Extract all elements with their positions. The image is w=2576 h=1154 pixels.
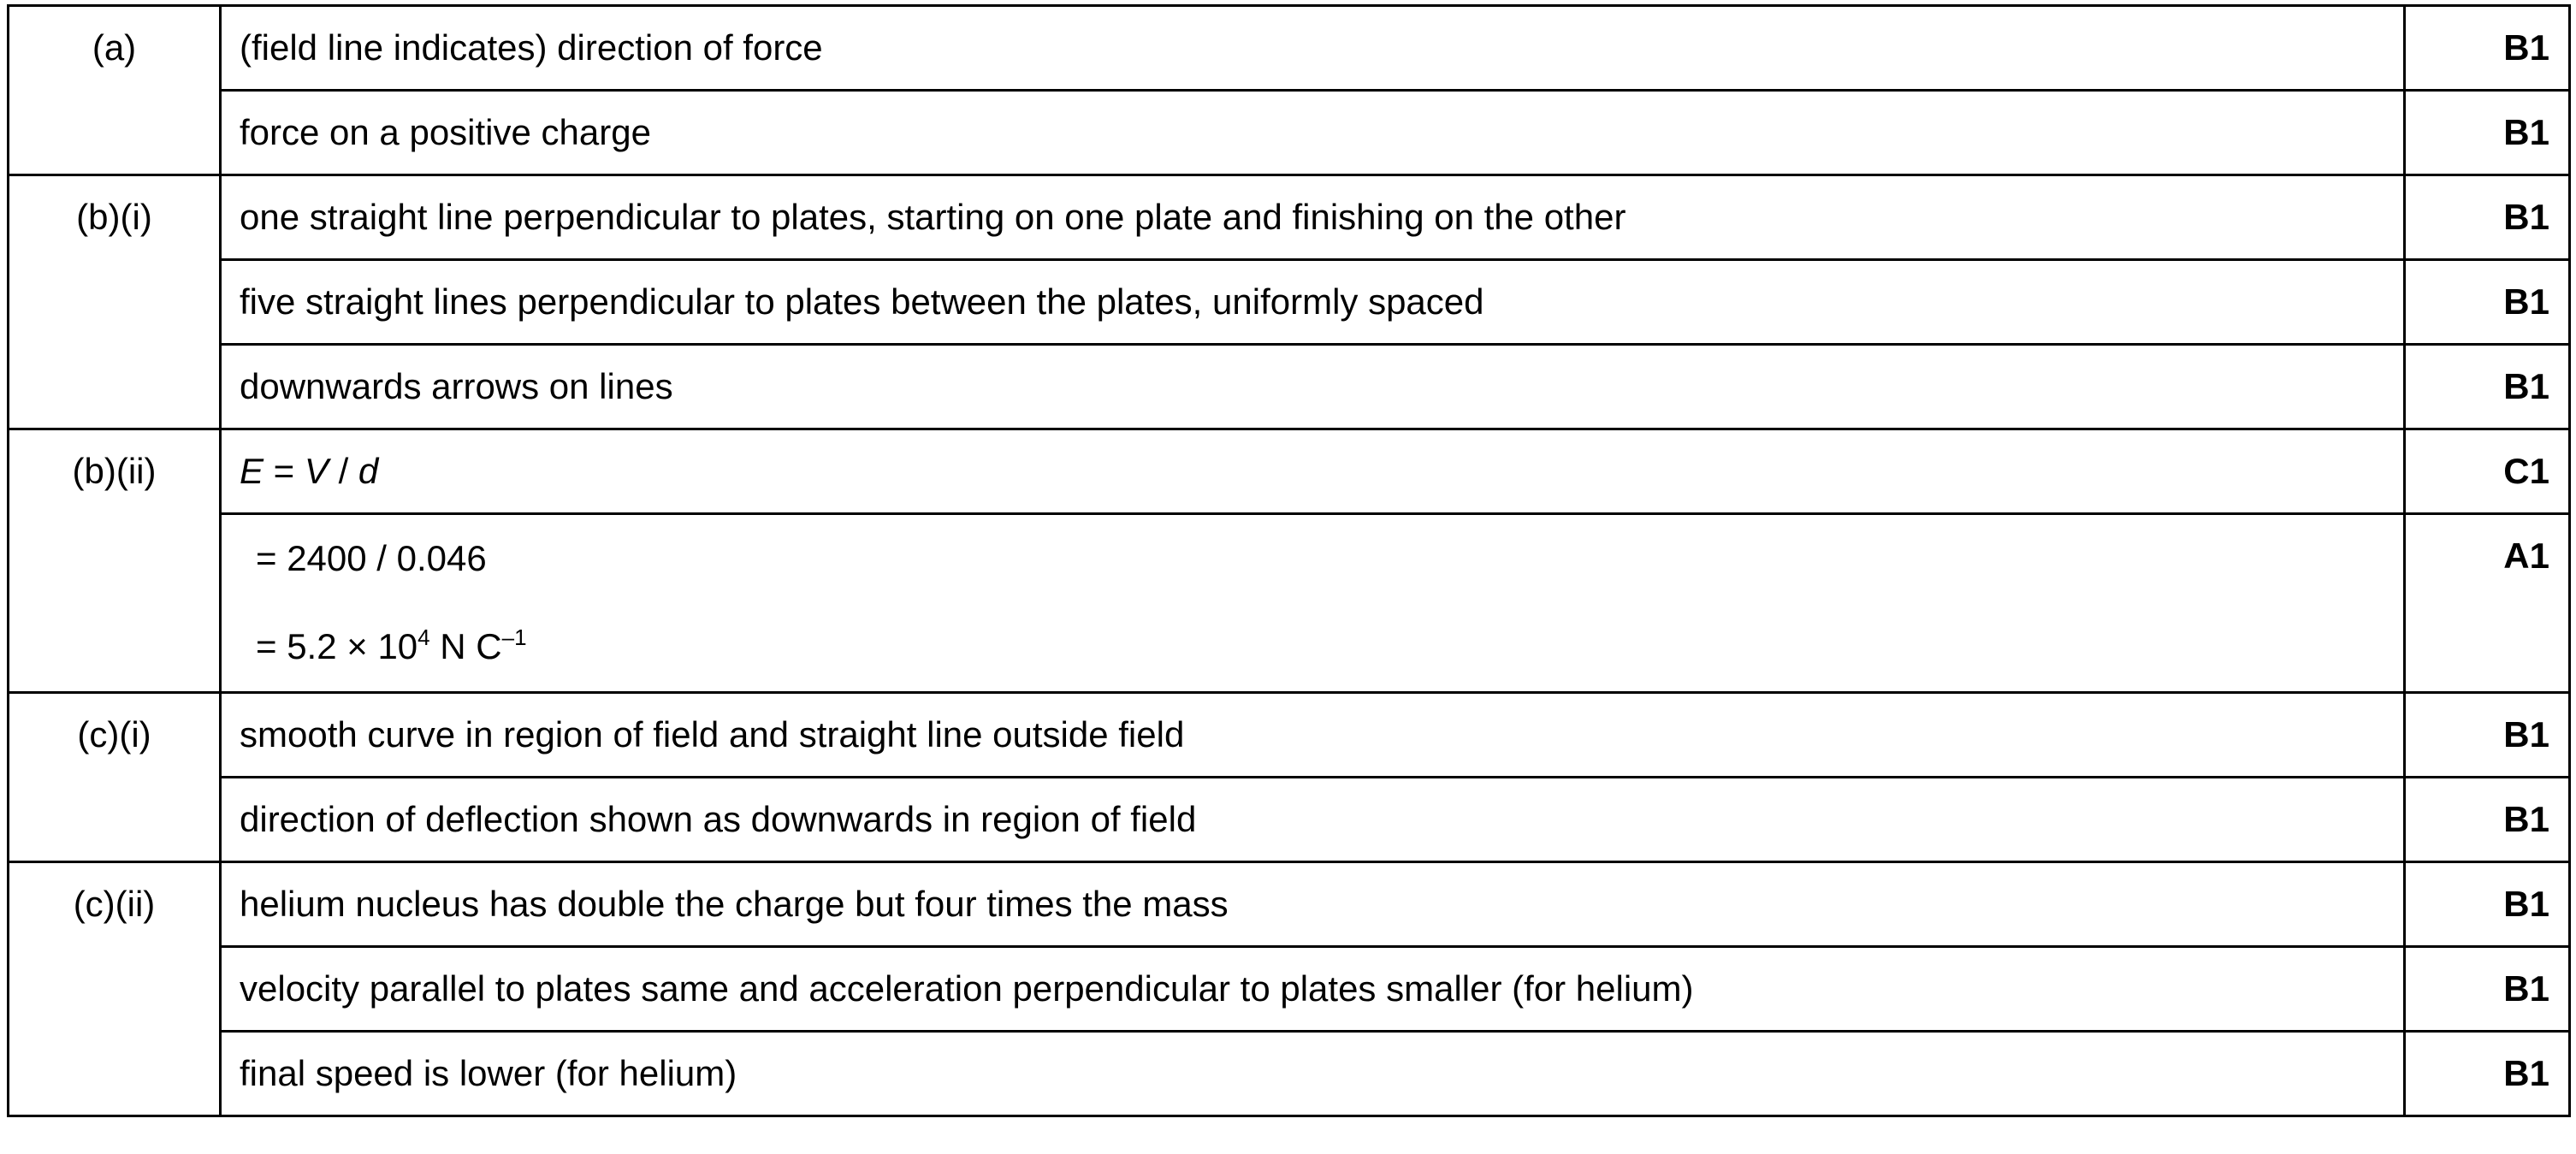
table-row — [9, 862, 2570, 947]
mark-cell: B1 — [2405, 947, 2570, 1032]
answer-cell: one straight line perpendicular to plates, starting on one plate and finishing on the other — [221, 175, 2405, 260]
mark-cell: B1 — [2405, 1032, 2570, 1116]
table-row — [9, 175, 2570, 260]
mark-cell: A1 — [2405, 514, 2570, 693]
calculation-step: = 2400 / 0.046 — [256, 538, 487, 578]
result-unit-exponent: –1 — [501, 624, 527, 650]
table-row — [9, 429, 2570, 514]
question-label: (b)(i) — [9, 175, 221, 429]
formula-slash: / — [328, 451, 358, 491]
mark-cell: B1 — [2405, 778, 2570, 862]
formula-cell — [221, 429, 2405, 514]
question-label: (c)(ii) — [9, 862, 221, 1116]
mark-cell: B1 — [2405, 693, 2570, 778]
formula-e: E — [240, 451, 264, 491]
table-row — [9, 514, 2570, 693]
question-label: (b)(ii) — [9, 429, 221, 693]
calculation-cell — [221, 514, 2405, 693]
formula-d: d — [358, 451, 379, 491]
result-exponent: 4 — [417, 624, 430, 650]
table-row — [9, 260, 2570, 345]
table-row — [9, 91, 2570, 175]
answer-cell: direction of deflection shown as downwards in region of field — [221, 778, 2405, 862]
table-row — [9, 1032, 2570, 1116]
table-row — [9, 947, 2570, 1032]
answer-cell: force on a positive charge — [221, 91, 2405, 175]
answer-cell: final speed is lower (for helium) — [221, 1032, 2405, 1116]
answer-cell: smooth curve in region of field and straight line outside field — [221, 693, 2405, 778]
mark-cell: B1 — [2405, 6, 2570, 91]
mark-cell: B1 — [2405, 260, 2570, 345]
answer-cell: helium nucleus has double the charge but four times the mass — [221, 862, 2405, 947]
calculation-result — [222, 602, 2403, 691]
result-value: = 5.2 × 10 — [256, 626, 418, 666]
formula-v: V — [304, 451, 329, 491]
answer-cell: velocity parallel to plates same and acceleration perpendicular to plates smaller (for helium) — [221, 947, 2405, 1032]
mark-cell: B1 — [2405, 91, 2570, 175]
mark-cell: C1 — [2405, 429, 2570, 514]
table-row — [9, 6, 2570, 91]
formula-equals: = — [264, 451, 305, 491]
result-unit: N C — [429, 626, 502, 666]
answer-cell: five straight lines perpendicular to plates between the plates, uniformly spaced — [221, 260, 2405, 345]
mark-cell: B1 — [2405, 175, 2570, 260]
question-label: (c)(i) — [9, 693, 221, 862]
mark-scheme-table — [7, 4, 2571, 1117]
table-row — [9, 693, 2570, 778]
question-label: (a) — [9, 6, 221, 175]
answer-cell: (field line indicates) direction of force — [221, 6, 2405, 91]
mark-cell: B1 — [2405, 345, 2570, 429]
table-row — [9, 778, 2570, 862]
answer-cell: downwards arrows on lines — [221, 345, 2405, 429]
table-row — [9, 345, 2570, 429]
mark-cell: B1 — [2405, 862, 2570, 947]
